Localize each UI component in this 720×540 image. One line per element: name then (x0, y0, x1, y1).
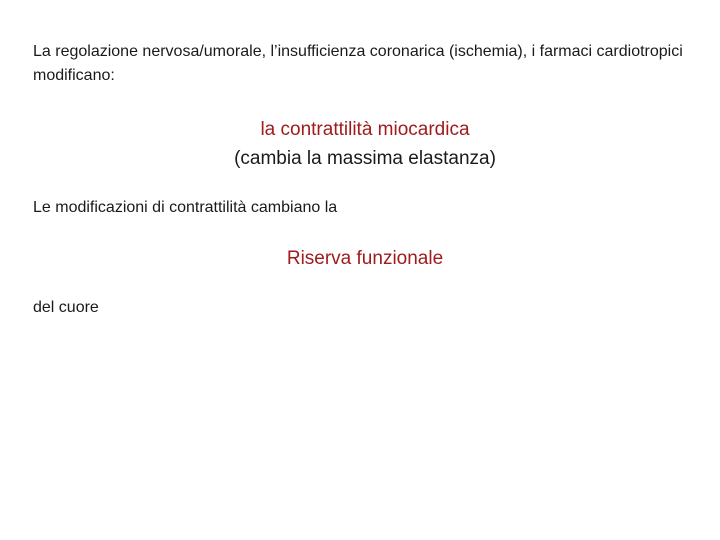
heart-suffix: del cuore (33, 299, 99, 316)
contractility-label: la contrattilità miocardica (260, 119, 470, 140)
change-statement: Le modificazioni di contrattilità cambiano la (33, 199, 338, 216)
functional-reserve-label: Riserva funzionale (286, 248, 444, 269)
contractility-highlight (0, 115, 720, 173)
elastance-note: (cambia la massima elastanza) (234, 148, 496, 169)
intro-paragraph: La regolazione nervosa/umorale, l’insufficienza coronarica (ischemia), i farmaci cardiotropici modificano: (33, 43, 683, 84)
